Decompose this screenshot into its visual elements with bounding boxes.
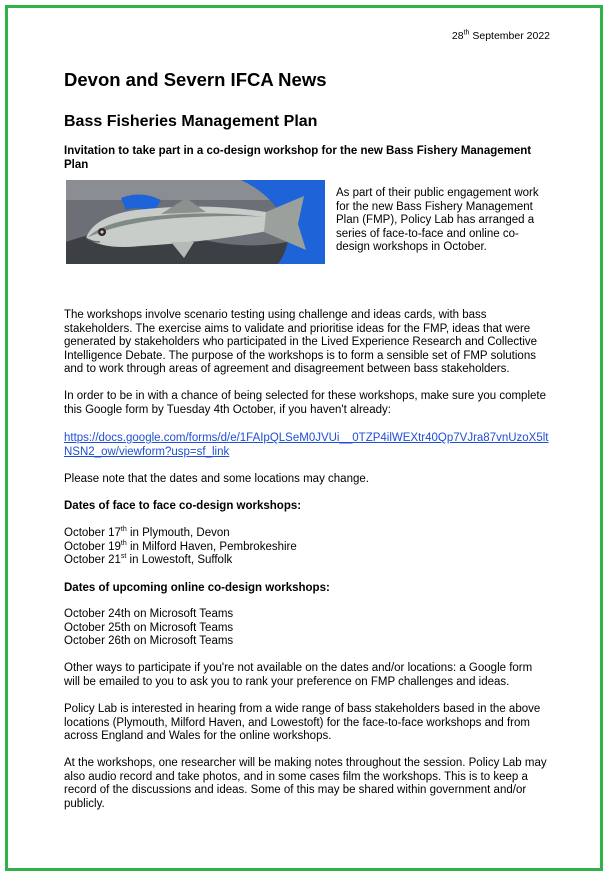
form-paragraph: In order to be in with a chance of being selected for these workshops, make sure you complete this Google form by Tuesday 4th October, if you haven't already: xyxy=(64,390,546,416)
invitation-heading: Invitation to take part in a co-design workshop for the new Bass Fishery Management Plan xyxy=(64,145,532,171)
recording-paragraph: At the workshops, one researcher will be making notes throughout the session. Policy Lab may also audio record and take photos, and in some cases film the workshops. This is to keep a record of the discussions and ideas. Some of this may be shared within government and/or publicly. xyxy=(64,757,547,810)
online-dates xyxy=(64,608,550,649)
note-paragraph: Please note that the dates and some locations may change. xyxy=(64,473,369,485)
policy-lab-paragraph: Policy Lab is interested in hearing from a wide range of bass stakeholders based in the above locations (Plymouth, Milford Haven, and Lowestoft) for the face-to-face workshops and from across England and Wales for the online workshops. xyxy=(64,703,541,743)
list-item: October 17th in Plymouth, Devon xyxy=(64,526,230,539)
list-item: October 26th on Microsoft Teams xyxy=(64,635,234,648)
face-to-face-dates xyxy=(64,527,550,568)
article-title: Bass Fisheries Management Plan xyxy=(64,113,318,130)
google-form-link[interactable]: https://docs.google.com/forms/d/e/1FAIpQLSeM0JVUi__0TZP4ilWEXtr40Qp7VJra87vnUzoX5ltNSN2_ow/viewform?usp=sf_link xyxy=(64,432,549,458)
bass-fish-photo xyxy=(66,180,325,264)
newsletter-title: Devon and Severn IFCA News xyxy=(64,69,327,90)
intro-text: As part of their public engagement work for the new Bass Fishery Management Plan (FMP), Policy Lab has arranged a series of face-to-face and online co-design workshops in October. xyxy=(336,187,539,254)
list-item: October 21st in Lowestoft, Suffolk xyxy=(64,553,233,567)
online-heading: Dates of upcoming online co-design workshops: xyxy=(64,582,330,594)
workshops-paragraph: The workshops involve scenario testing using challenge and ideas cards, with bass stakeholders. The exercise aims to validate and prioritise ideas for the FMP, ideas that were generated by stakeholders who participated in the Lived Experience Research and Collective Intelligence Debate. The purpose of the workshops is to form a sensible set of FMP solutions and to work through areas of agreement and disagreement between bass stakeholders. xyxy=(64,309,538,376)
issue-date: 28th September 2022 xyxy=(451,29,550,42)
list-item: October 25th on Microsoft Teams xyxy=(64,621,234,634)
list-item: October 24th on Microsoft Teams xyxy=(64,608,234,620)
other-ways-paragraph: Other ways to participate if you're not available on the dates and/or locations: a Google form will be emailed to you to ask you to rank your preference on FMP challenges and ideas. xyxy=(64,662,533,688)
face-to-face-heading: Dates of face to face co-design workshops: xyxy=(64,500,302,512)
list-item: October 19th in Milford Haven, Pembrokeshire xyxy=(64,539,297,553)
